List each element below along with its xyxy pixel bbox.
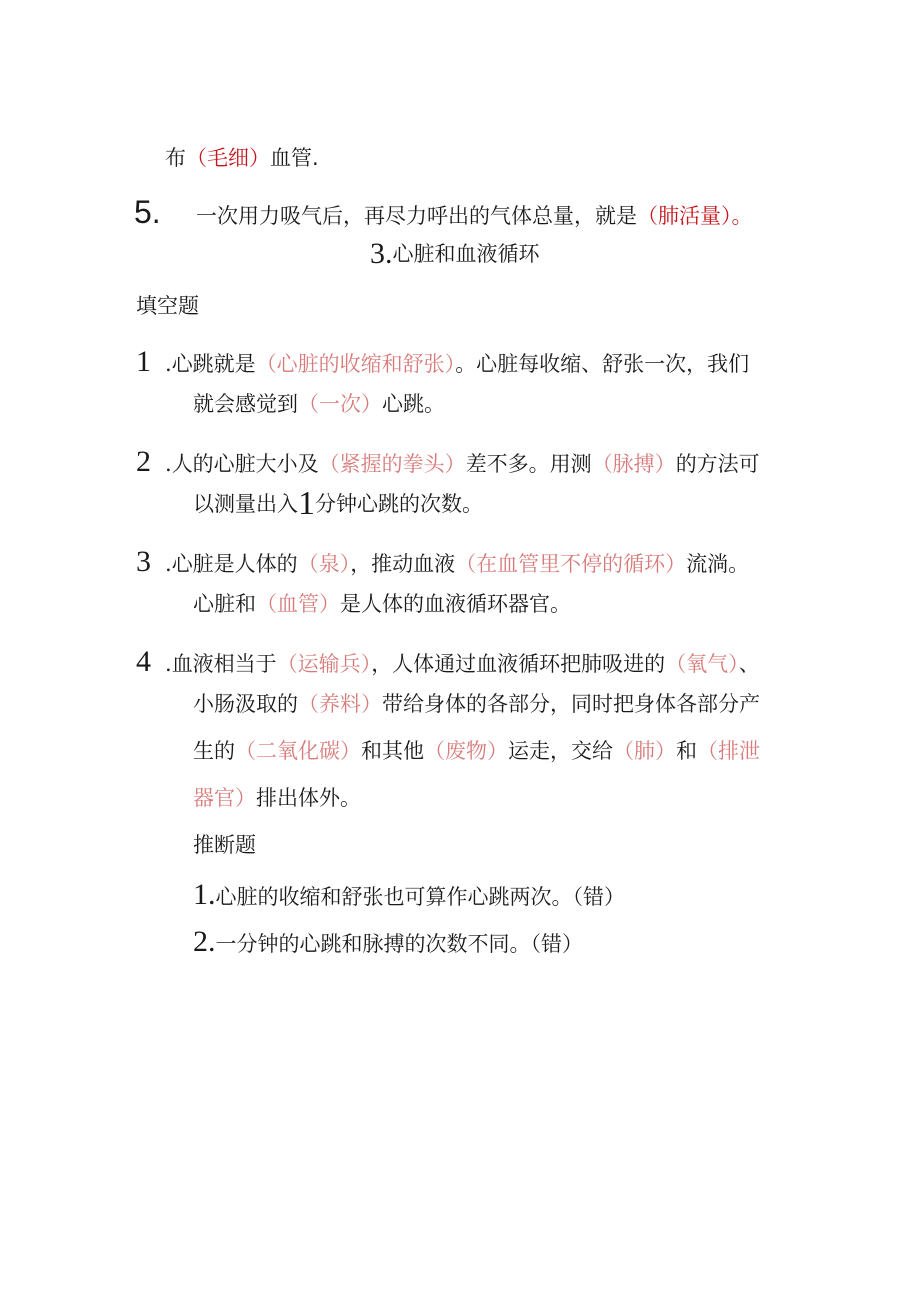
question-text: 血液相当于 [171,652,277,676]
question-text: 差不多。用测 [465,452,592,476]
fill-question-2 [136,445,760,478]
item-5 [134,194,753,230]
answer-text: （运输兵） [276,652,372,676]
question-text: 人的心脏大小及 [171,452,319,476]
question-text: 。心脏每收缩、舒张一次，我们 [455,352,750,376]
question-text: 心脏的收缩和舒张也可算作心跳两次。（错） [215,885,625,909]
question-text: 以测量出入 [193,492,298,516]
question-dot: . [165,452,172,476]
fill-question-4-line-2 [193,690,760,718]
judge-question-1 [193,878,625,911]
answer-text: （养料） [298,692,382,716]
question-text: 、 [738,652,760,676]
question-text: 生的 [193,739,235,763]
section-title: 心脏和血液循环 [392,242,540,266]
question-text: 心脏和 [193,592,256,616]
fill-question-4-line-4 [193,784,361,812]
question-text: 心跳。 [382,392,445,416]
fill-heading: 填空题 [136,294,199,318]
answer-text: （废物） [424,739,508,763]
question-dot: . [165,552,172,576]
answer-text: （心脏的收缩和舒张） [255,352,456,376]
item-text: 。 [731,204,753,228]
answer-text: （血管） [256,592,340,616]
number-one: 1 [298,485,315,522]
section-number: 3. [370,237,393,270]
fill-question-1-line-2 [193,390,445,418]
question-text: 运走，交给 [508,739,613,763]
answer-text: （氧气） [665,652,739,676]
answer-text: （肺活量） [637,204,732,228]
fill-question-1 [136,345,750,378]
question-text: 和 [676,739,697,763]
question-text: 小肠汲取的 [193,692,298,716]
top-line-text: 血管. [270,146,319,170]
question-text: 就会感觉到 [193,392,298,416]
section-heading [370,237,540,270]
fill-question-2-line-2 [193,485,483,522]
question-number: 3 [136,545,151,578]
question-text: 一分钟的心跳和脉搏的次数不同。（错） [215,932,583,956]
question-text: 分钟心跳的次数。 [315,492,483,516]
answer-text: 器官） [193,786,256,810]
top-line-text: 布 [165,146,186,170]
answer-text: （紧握的拳头） [318,452,466,476]
judge-heading: 推断题 [193,833,256,857]
answer-text: （二氧化碳） [235,739,361,763]
question-text: 排出体外。 [256,786,361,810]
question-text: 带给身体的各部分，同时把身体各部分产 [382,692,760,716]
fill-question-3-line-2 [193,590,571,618]
fill-question-3 [136,545,750,578]
answer-text: （脉搏） [591,452,676,476]
question-number: 1 [136,345,151,378]
question-number: 2. [193,925,216,958]
question-dot: . [165,652,172,676]
question-text: 和其他 [361,739,424,763]
answer-text: （一次） [298,392,382,416]
question-text: 心跳就是 [171,352,256,376]
question-text: 的方法可 [675,452,760,476]
question-number: 2 [136,445,151,478]
question-number: 1. [193,878,216,911]
answer-text: （泉） [297,552,351,576]
fill-question-4-line-3 [193,737,760,765]
judge-question-2 [193,925,583,958]
fill-question-4 [136,645,760,678]
answer-text: （在血管里不停的循环） [455,552,687,576]
answer-text: （肺） [613,739,676,763]
question-text: 心脏是人体的 [171,552,298,576]
item-number: 5. [134,194,161,230]
answer-text: （排泄 [697,739,760,763]
question-dot: . [165,352,172,376]
top-line [165,144,319,172]
question-text: 是人体的血液循环器官。 [340,592,571,616]
answer-text: （毛细） [186,146,270,170]
question-text: ，人体通过血液循环把肺吸进的 [371,652,666,676]
question-text: 流淌。 [686,552,750,576]
question-text: ，推动血液 [350,552,456,576]
item-text: 一次用力吸气后，再尽力呼出的气体总量，就是 [196,204,637,228]
question-number: 4 [136,645,151,678]
